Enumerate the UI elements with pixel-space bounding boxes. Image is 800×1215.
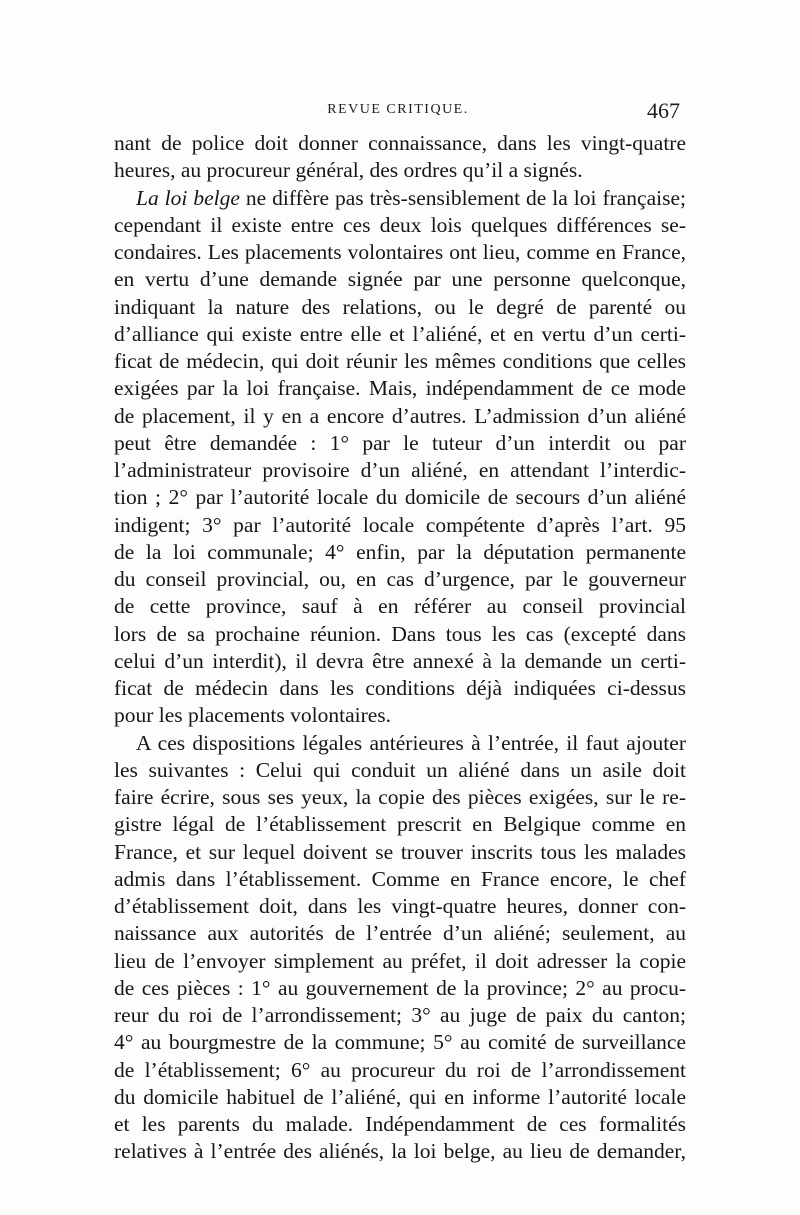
text-line: 4° au bourgmestre de la commune; 5° au comité de surveillance <box>114 1030 686 1055</box>
text-line: de ces pièces : 1° au gouvernement de la province; 2° au procu- <box>114 975 686 1000</box>
text-line: de la loi communale; 4° enfin, par la députation permanente <box>114 539 686 564</box>
text-line-paragraph-start: A ces dispositions légales antérieures à l’entrée, il faut ajouter <box>136 730 686 755</box>
text-line: d’alliance qui existe entre elle et l’aliéné, et en vertu d’un certi- <box>114 321 686 346</box>
running-head: REVUE CRITIQUE. <box>327 102 469 117</box>
italic-lead: La loi belge <box>136 185 240 210</box>
text-line: de cette province, sauf à en référer au conseil provincial <box>114 594 686 619</box>
text-line-paragraph-start <box>114 185 686 212</box>
text-line: les suivantes : Celui qui conduit un aliéné dans un asile doit <box>114 757 686 782</box>
page-number: 467 <box>647 98 680 123</box>
text-line: heures, au procureur général, des ordres qu’il a signés. <box>114 158 583 183</box>
text-line: gistre légal de l’établissement prescrit en Belgique comme en <box>114 812 686 837</box>
text-line: lors de sa prochaine réunion. Dans tous les cas (excepté dans <box>114 621 686 646</box>
text-line: du domicile habituel de l’aliéné, qui en informe l’autorité locale <box>114 1084 686 1109</box>
text-line-rest: ne diffère pas très-sensiblement de la loi française; <box>245 185 687 210</box>
text-line: indiquant la nature des relations, ou le degré de parenté ou <box>114 294 686 319</box>
text-line: de l’établissement; 6° au procureur du roi de l’arrondissement <box>114 1057 686 1082</box>
text-line: en vertu d’une demande signée par une personne quelconque, <box>114 267 686 292</box>
text-line: indigent; 3° par l’autorité locale compétente d’après l’art. 95 <box>114 512 686 537</box>
page-header <box>112 98 684 126</box>
text-line: exigées par la loi française. Mais, indépendamment de ce mode <box>114 376 686 401</box>
text-line: de placement, il y en a encore d’autres. L’admission d’un aliéné <box>114 403 686 428</box>
text-line: faire écrire, sous ses yeux, la copie des pièces exigées, sur le re- <box>114 785 686 809</box>
text-line: relatives à l’entrée des aliénés, la loi belge, au lieu de demander, <box>114 1139 686 1164</box>
text-line: nant de police doit donner connaissance, dans les vingt-quatre <box>114 131 686 155</box>
text-line: peut être demandée : 1° par le tuteur d’un interdit ou par <box>114 430 686 455</box>
text-line: et les parents du malade. Indépendamment de ces formalités <box>114 1112 686 1136</box>
text-line: condaires. Les placements volontaires ont lieu, comme en France, <box>114 240 686 264</box>
text-line: cependant il existe entre ces deux lois quelques différences se- <box>114 212 686 237</box>
text-line: celui d’un interdit), il devra être annexé à la demande un certi- <box>114 648 686 673</box>
body-text <box>114 130 686 1166</box>
text-line: France, et sur lequel doivent se trouver inscrits tous les malades <box>114 839 686 864</box>
text-line: lieu de l’envoyer simplement au préfet, il doit adresser la copie <box>114 948 686 973</box>
text-line: reur du roi de l’arrondissement; 3° au juge de paix du canton; <box>114 1003 686 1027</box>
text-line: pour les placements volontaires. <box>114 703 392 728</box>
text-line: naissance aux autorités de l’entrée d’un aliéné; seulement, au <box>114 921 686 946</box>
text-line: ficat de médecin dans les conditions déjà indiquées ci-dessus <box>114 676 686 700</box>
text-line: ficat de médecin, qui doit réunir les mêmes conditions que celles <box>114 349 686 373</box>
text-line: l’administrateur provisoire d’un aliéné, en attendant l’interdic- <box>114 458 686 482</box>
text-line: du conseil provincial, ou, en cas d’urgence, par le gouverneur <box>114 567 686 591</box>
text-line: admis dans l’établissement. Comme en France encore, le chef <box>114 866 686 891</box>
text-line: d’établissement doit, dans les vingt-quatre heures, donner con- <box>114 894 686 918</box>
text-line: tion ; 2° par l’autorité locale du domicile de secours d’un aliéné <box>114 485 686 510</box>
